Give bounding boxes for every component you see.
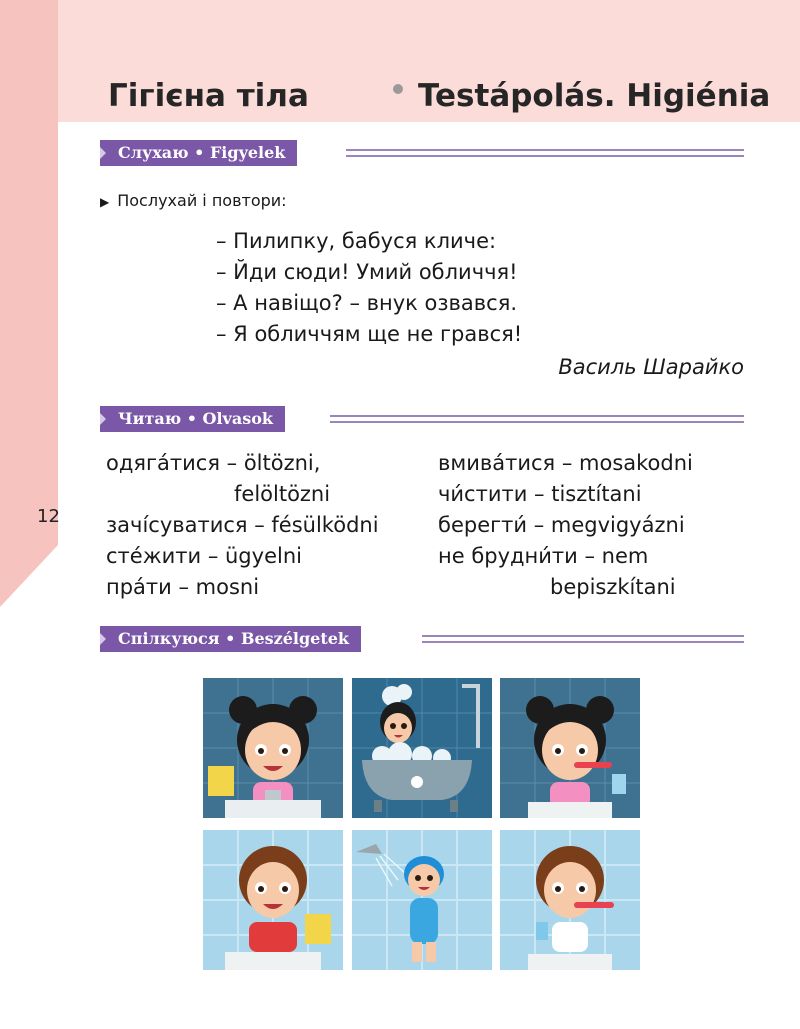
girl-washing-hands-icon [203,678,343,818]
girl-brushing-teeth-icon [500,678,640,818]
poem-line: – Я обличчям ще не грався! [216,322,523,346]
page-number: 12 [37,506,60,527]
vocab-entry: пра́ти – mosni [106,575,260,599]
page-side-tab [0,0,58,545]
vocab-entry: одяга́тися – öltözni, [106,451,321,475]
boy-brushing-teeth-icon [500,830,640,970]
poem-line: – А навіщо? – внук озвався. [216,291,518,315]
vocab-entry-continuation: bepiszkítani [550,575,676,599]
instruction-text: Послухай і повтори: [117,191,287,210]
title-separator-dot [393,84,403,94]
section-header-talk: Спілкуюся • Beszélgetek [100,626,361,652]
instruction [100,191,287,210]
vocabulary-right-column [438,448,693,603]
page-title-ukrainian: Гігієна тіла [108,78,309,114]
page-title-hungarian: Testápolás. Higiénia [418,78,771,114]
vocab-entry: зачі́суватися – fésülködni [106,513,379,537]
section-header-listen: Слухаю • Figyelek [100,140,297,166]
boy-showering-icon [352,830,492,970]
poem-line: – Пилипку, бабуся кличе: [216,229,497,253]
section-divider-talk [422,635,744,643]
poem-line: – Йди сюди! Умий обличчя! [216,260,518,284]
vocab-entry: берегти́ – megvigyázni [438,513,685,537]
triangle-bullet-icon: ▶ [100,195,110,209]
boy-washing-hands-icon [203,830,343,970]
poem [216,226,522,350]
section-divider-listen [346,149,744,157]
section-divider-read [330,415,744,423]
vocab-entry-continuation: felöltözni [234,482,331,506]
vocabulary-left-column [106,448,379,603]
girl-bathing-icon [352,678,492,818]
vocab-entry: вмива́тися – mosakodni [438,451,693,475]
poem-author: Василь Шарайко [558,355,744,379]
section-header-read: Читаю • Olvasok [100,406,285,432]
vocab-entry: сте́жити – ügyelni [106,544,302,568]
vocab-entry: не брудни́ти – nem [438,544,649,568]
vocab-entry: чи́стити – tisztítani [438,482,642,506]
